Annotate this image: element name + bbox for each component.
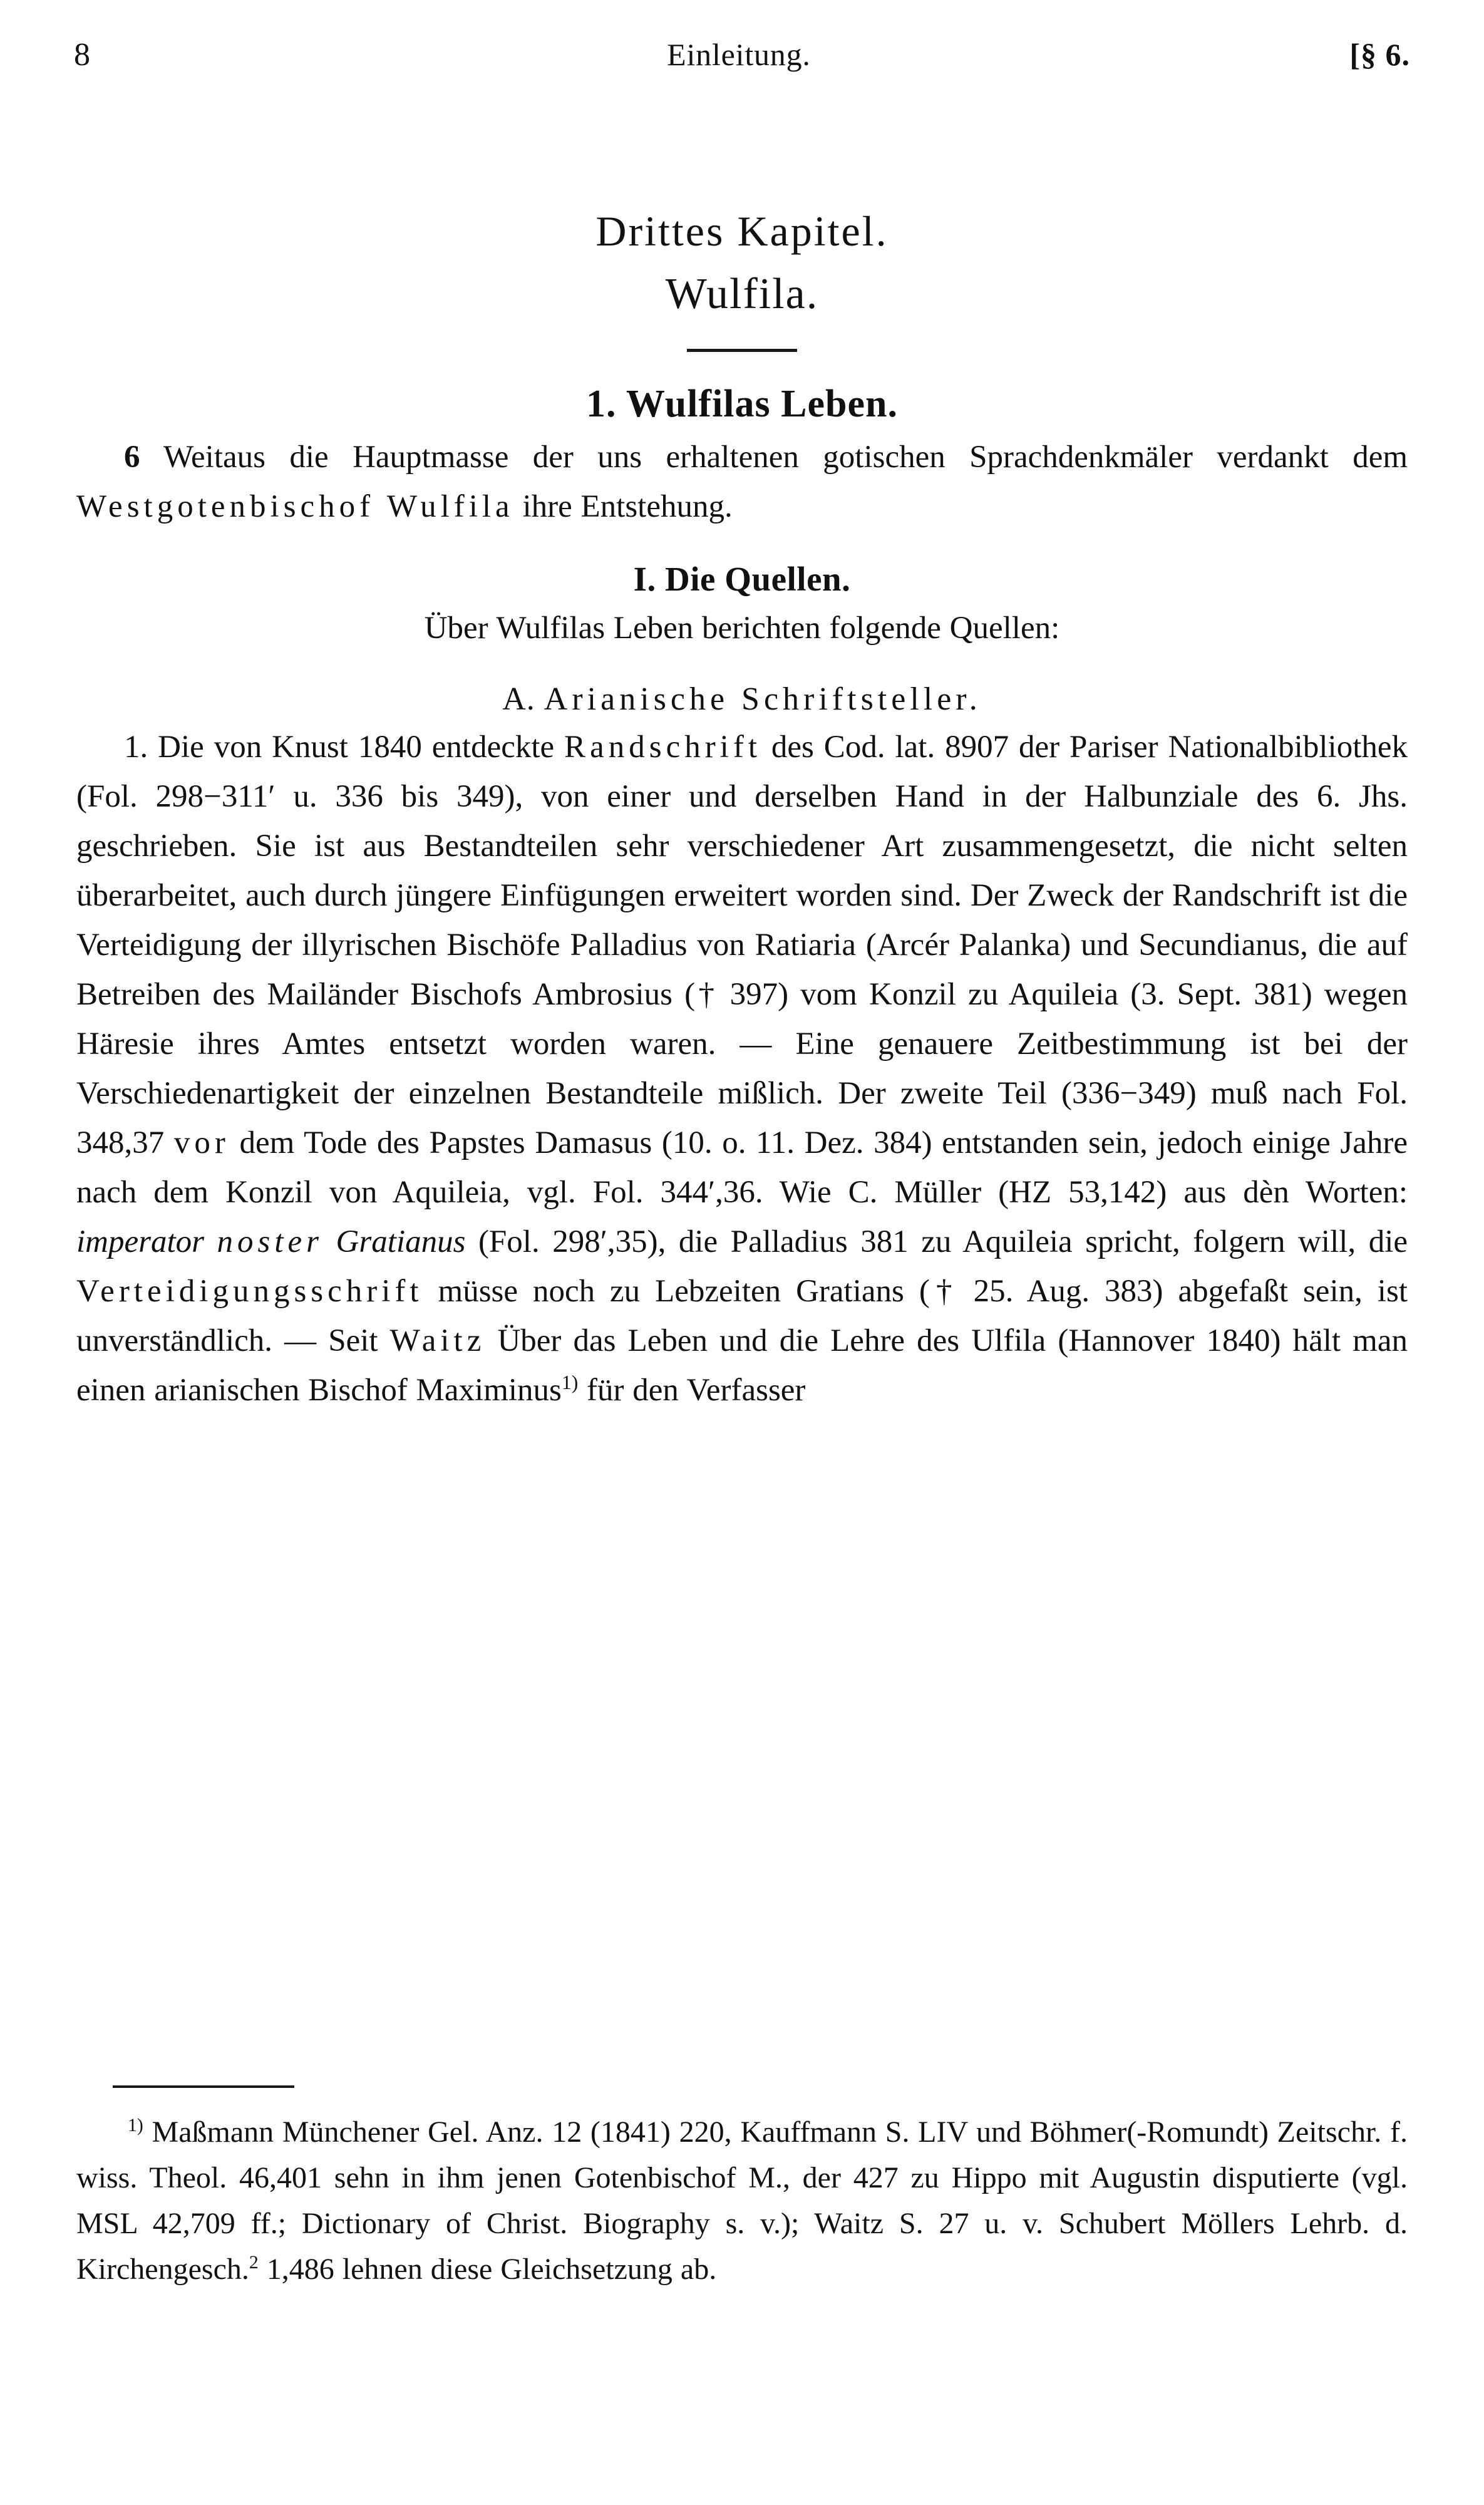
chapter-ordinal-title: Drittes Kapitel.	[595, 207, 889, 255]
item1-text-4: (Fol. 298′,35), die Palladius 381 zu Aquileia spricht, folgern will, die	[465, 1224, 1408, 1259]
text-block	[76, 188, 1408, 1415]
subsection-heading-die-quellen: I. Die Quellen.	[633, 559, 851, 598]
item1-text-2: des Cod. lat. 8907 der Pariser Nationalbibliothek (Fol. 298−311′ u. 336 bis 349), von einer und derselben Hand in der Halbunziale des 6. Jhs. geschrieben. Sie ist aus Bestandteilen sehr verschiedener Art zusammengesetzt, die nicht selten überarbeitet, auch durch jüngere Einfügungen erweitert worden sind. Der Zweck der Randschrift ist die Verteidigung der illyrischen Bischöfe Palladius von Ratiaria (Arcér Palanka) und Secundianus, die auf Betreiben des Mailänder Bischofs Ambrosius († 397) vom Konzil zu Aquileia (3. Sept. 381) wegen Häresie ihres Amtes entsetzt worden waren. — Eine genauere Zeitbestimmung ist bei der Verschiedenartigkeit der einzelnen Bestandteile mißlich. Der zweite Teil (336−349) muß nach Fol. 348,37	[76, 729, 1408, 1160]
footnote-1	[76, 2109, 1408, 2292]
footnote-superscript-edition: 2	[249, 2252, 259, 2273]
spaced-term-westgotenbischof-wulfila: Westgotenbischof Wulfila	[76, 488, 514, 524]
spaced-term-vor: vor	[173, 1125, 230, 1160]
spaced-term-verteidigungsschrift: Verteidigungsschrift	[76, 1273, 423, 1309]
footnote-reference-1[interactable]: 1)	[561, 1371, 579, 1393]
item1-text-3: dem Tode des Papstes Damasus (10. o. 11. Dez. 384) entstanden sein, jedoch einige Jahre nach dem Konzil von Aquileia, vgl. Fol. 344′,36. Wie C. Müller (HZ 53,142) aus dèn Worten:	[76, 1125, 1408, 1210]
footnote-block	[76, 2085, 1408, 2292]
footnote-text-part1: Maßmann Münchener Gel. Anz. 12 (1841) 220, Kauffmann S. LIV und Böhmer(-Romundt) Zeitschr. f. wiss. Theol. 46,401 sehn in ihm jenen Gotenbischof M., der 427 zu Hippo mit Augustin disputierte (vgl. MSL 42,709 ff.; Dictionary of Christ. Biography s. v.); Waitz S. 27 u. v. Schubert Möllers Lehrb. d. Kirchengesch.	[76, 2115, 1408, 2286]
paragraph-sources-intro: Über Wulfilas Leben berichten folgende Quellen:	[424, 610, 1060, 646]
spaced-term-randschrift: Randschrift	[564, 729, 762, 765]
paragraph-source-item-1	[76, 723, 1408, 1415]
latin-quote-gratianus: Gratianus	[323, 1224, 466, 1259]
page-number: 8	[74, 37, 91, 73]
paragraph-intro-part1: Weitaus die Hauptmasse der uns erhaltenen gotischen Sprachdenkmäler verdankt dem	[140, 439, 1408, 475]
item1-text-6: Über das Leben und die Lehre des Ulfila (Hannover 1840) hält man einen arianischen Bischof Maximinus	[76, 1323, 1408, 1408]
subsubsection-heading-arianische-schriftsteller	[76, 681, 1408, 718]
latin-quote-imperator: imperator	[76, 1224, 217, 1259]
footnote-marker-1: 1)	[128, 2115, 143, 2136]
running-head	[74, 36, 1410, 80]
chapter-name: Wulfila.	[665, 270, 819, 319]
arian-heading-prefix: A.	[502, 681, 544, 717]
item1-text-1: 1. Die von Knust 1840 entdeckte	[124, 729, 565, 765]
footnote-text-part2: 1,486 lehnen diese Gleichsetzung ab.	[258, 2253, 717, 2286]
latin-quote-noster-spaced: noster	[217, 1224, 324, 1259]
paragraph-intro	[76, 433, 1408, 532]
footnote-separator-rule	[113, 2085, 294, 2088]
arian-heading-spaced: Arianische Schriftsteller.	[544, 681, 982, 717]
section-heading-wulfilas-leben: 1. Wulfilas Leben.	[585, 382, 899, 425]
item1-text-7: für den Verfasser	[578, 1372, 806, 1408]
item1-text-5: müsse noch zu Lebzeiten Gratians († 25. Aug. 383) abgefaßt sein, ist unverständlich. — Seit	[76, 1273, 1408, 1358]
chapter-divider-rule	[687, 349, 797, 352]
running-head-title: Einleitung.	[667, 37, 811, 72]
running-head-section-marker: [§ 6.	[1349, 37, 1410, 72]
spaced-term-waitz: Waitz	[389, 1323, 486, 1358]
paragraph-intro-part2: ihre Entstehung.	[513, 488, 733, 524]
section-number-marker: 6	[124, 439, 140, 475]
